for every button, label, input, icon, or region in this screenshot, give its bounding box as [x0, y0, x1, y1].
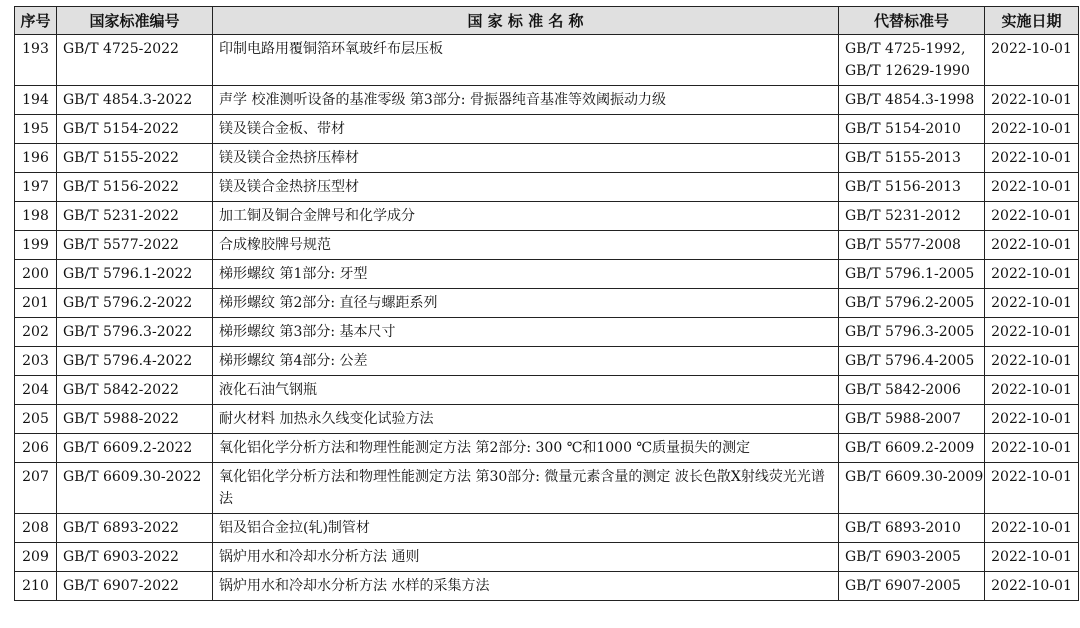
table-row — [15, 572, 1079, 601]
serial-no-cell: 204 — [15, 376, 57, 405]
table-row — [15, 115, 1079, 144]
effective-date-cell: 2022-10-01 — [985, 202, 1079, 231]
effective-date-cell: 2022-10-01 — [985, 144, 1079, 173]
serial-no-cell: 193 — [15, 35, 57, 86]
standard-code-cell: GB/T 6893-2022 — [57, 514, 213, 543]
replaced-standard-code: GB/T 6893-2010 — [845, 520, 961, 536]
standard-code-cell: GB/T 6907-2022 — [57, 572, 213, 601]
replaced-standard-code: GB/T 6609.2-2009 — [845, 440, 975, 456]
table-row — [15, 231, 1079, 260]
replaced-standard-code: GB/T 5156-2013 — [845, 179, 961, 195]
table-row — [15, 318, 1079, 347]
table-row — [15, 86, 1079, 115]
replaced-standard-code: GB/T 6609.30-2009 — [845, 469, 984, 485]
standard-code-cell: GB/T 4854.3-2022 — [57, 86, 213, 115]
standards-document — [14, 6, 1078, 601]
effective-date-cell: 2022-10-01 — [985, 86, 1079, 115]
serial-no-cell: 205 — [15, 405, 57, 434]
replaced-standard-cell — [839, 434, 985, 463]
effective-date-cell: 2022-10-01 — [985, 463, 1079, 514]
standard-code-cell: GB/T 5796.2-2022 — [57, 289, 213, 318]
standard-name-cell: 氧化铝化学分析方法和物理性能测定方法 第2部分: 300 ℃和1000 ℃质量损失的测定 — [213, 434, 839, 463]
replaced-standard-cell — [839, 289, 985, 318]
standard-code-cell: GB/T 6903-2022 — [57, 543, 213, 572]
replaced-standard-code: GB/T 6903-2005 — [845, 549, 961, 565]
replaced-standard-code: GB/T 5155-2013 — [845, 150, 961, 166]
standard-code-cell: GB/T 5842-2022 — [57, 376, 213, 405]
standard-name-cell: 梯形螺纹 第1部分: 牙型 — [213, 260, 839, 289]
standard-name-cell: 锅炉用水和冷却水分析方法 水样的采集方法 — [213, 572, 839, 601]
replaced-standard-code: GB/T 4725-1992, — [845, 41, 966, 57]
standard-name-cell: 铝及铝合金拉(轧)制管材 — [213, 514, 839, 543]
standard-code-cell: GB/T 5155-2022 — [57, 144, 213, 173]
replaced-standard-code: GB/T 5796.3-2005 — [845, 324, 975, 340]
standard-code-cell: GB/T 5577-2022 — [57, 231, 213, 260]
standard-code-cell: GB/T 5156-2022 — [57, 173, 213, 202]
header-standard-name: 国 家 标 准 名 称 — [213, 7, 839, 35]
header-serial-no: 序号 — [15, 7, 57, 35]
effective-date-cell: 2022-10-01 — [985, 35, 1079, 86]
replaced-standard-cell — [839, 173, 985, 202]
serial-no-cell: 200 — [15, 260, 57, 289]
table-row — [15, 543, 1079, 572]
effective-date-cell: 2022-10-01 — [985, 434, 1079, 463]
serial-no-cell: 202 — [15, 318, 57, 347]
table-row — [15, 434, 1079, 463]
standard-name-cell: 镁及镁合金板、带材 — [213, 115, 839, 144]
replaced-standard-cell — [839, 543, 985, 572]
effective-date-cell: 2022-10-01 — [985, 318, 1079, 347]
serial-no-cell: 194 — [15, 86, 57, 115]
table-row — [15, 514, 1079, 543]
effective-date-cell: 2022-10-01 — [985, 405, 1079, 434]
standard-name-cell: 印制电路用覆铜箔环氧玻纤布层压板 — [213, 35, 839, 86]
replaced-standard-cell — [839, 318, 985, 347]
replaced-standard-code: GB/T 5842-2006 — [845, 382, 961, 398]
serial-no-cell: 199 — [15, 231, 57, 260]
effective-date-cell: 2022-10-01 — [985, 514, 1079, 543]
table-row — [15, 463, 1079, 514]
effective-date-cell: 2022-10-01 — [985, 572, 1079, 601]
replaced-standard-cell — [839, 463, 985, 514]
table-row — [15, 144, 1079, 173]
serial-no-cell: 203 — [15, 347, 57, 376]
header-standard-code: 国家标准编号 — [57, 7, 213, 35]
serial-no-cell: 210 — [15, 572, 57, 601]
replaced-standard-cell — [839, 144, 985, 173]
serial-no-cell: 208 — [15, 514, 57, 543]
replaced-standard-cell — [839, 115, 985, 144]
standard-code-cell: GB/T 5796.3-2022 — [57, 318, 213, 347]
replaced-standard-cell — [839, 202, 985, 231]
table-row — [15, 405, 1079, 434]
replaced-standard-cell — [839, 86, 985, 115]
replaced-standard-code: GB/T 5796.1-2005 — [845, 266, 975, 282]
standard-name-cell: 锅炉用水和冷却水分析方法 通则 — [213, 543, 839, 572]
standard-code-cell: GB/T 5154-2022 — [57, 115, 213, 144]
standard-name-cell: 镁及镁合金热挤压型材 — [213, 173, 839, 202]
standard-name-cell: 液化石油气钢瓶 — [213, 376, 839, 405]
standard-name-cell: 合成橡胶牌号规范 — [213, 231, 839, 260]
replaced-standard-cell — [839, 376, 985, 405]
effective-date-cell: 2022-10-01 — [985, 173, 1079, 202]
serial-no-cell: 197 — [15, 173, 57, 202]
replaced-standard-code: GB/T 5154-2010 — [845, 121, 961, 137]
table-row — [15, 347, 1079, 376]
effective-date-cell: 2022-10-01 — [985, 115, 1079, 144]
standards-table — [14, 6, 1079, 601]
table-row — [15, 173, 1079, 202]
effective-date-cell: 2022-10-01 — [985, 347, 1079, 376]
standard-name-cell: 加工铜及铜合金牌号和化学成分 — [213, 202, 839, 231]
replaced-standard-cell — [839, 514, 985, 543]
replaced-standard-code: GB/T 5577-2008 — [845, 237, 961, 253]
serial-no-cell: 207 — [15, 463, 57, 514]
standard-code-cell: GB/T 6609.30-2022 — [57, 463, 213, 514]
standard-code-cell: GB/T 5231-2022 — [57, 202, 213, 231]
standard-code-cell: GB/T 5796.1-2022 — [57, 260, 213, 289]
replaced-standard-cell — [839, 35, 985, 86]
effective-date-cell: 2022-10-01 — [985, 543, 1079, 572]
effective-date-cell: 2022-10-01 — [985, 260, 1079, 289]
table-header-row — [15, 7, 1079, 35]
standard-name-cell: 镁及镁合金热挤压棒材 — [213, 144, 839, 173]
replaced-standard-code: GB/T 5796.4-2005 — [845, 353, 975, 369]
effective-date-cell: 2022-10-01 — [985, 231, 1079, 260]
standard-name-cell: 梯形螺纹 第3部分: 基本尺寸 — [213, 318, 839, 347]
table-row — [15, 35, 1079, 86]
table-row — [15, 289, 1079, 318]
table-row — [15, 202, 1079, 231]
replaced-standard-code: GB/T 6907-2005 — [845, 578, 961, 594]
serial-no-cell: 209 — [15, 543, 57, 572]
standard-code-cell: GB/T 4725-2022 — [57, 35, 213, 86]
standard-code-cell: GB/T 5796.4-2022 — [57, 347, 213, 376]
serial-no-cell: 196 — [15, 144, 57, 173]
serial-no-cell: 206 — [15, 434, 57, 463]
table-row — [15, 376, 1079, 405]
replaced-standard-cell — [839, 347, 985, 376]
replaced-standard-code: GB/T 5796.2-2005 — [845, 295, 975, 311]
replaced-standard-cell — [839, 405, 985, 434]
table-body — [15, 35, 1079, 601]
replaced-standard-code: GB/T 4854.3-1998 — [845, 92, 975, 108]
table-row — [15, 260, 1079, 289]
replaced-standard-code: GB/T 5231-2012 — [845, 208, 961, 224]
replaced-standard-cell — [839, 231, 985, 260]
effective-date-cell: 2022-10-01 — [985, 289, 1079, 318]
header-effective-date: 实施日期 — [985, 7, 1079, 35]
serial-no-cell: 198 — [15, 202, 57, 231]
standard-name-cell: 梯形螺纹 第4部分: 公差 — [213, 347, 839, 376]
standard-name-cell: 氧化铝化学分析方法和物理性能测定方法 第30部分: 微量元素含量的测定 波长色散X射线荧光光谱法 — [213, 463, 839, 514]
standard-name-cell: 梯形螺纹 第2部分: 直径与螺距系列 — [213, 289, 839, 318]
replaced-standard-code: GB/T 5988-2007 — [845, 411, 961, 427]
replaced-standard-code: GB/T 12629-1990 — [845, 63, 970, 79]
standard-code-cell: GB/T 6609.2-2022 — [57, 434, 213, 463]
effective-date-cell: 2022-10-01 — [985, 376, 1079, 405]
replaced-standard-cell — [839, 260, 985, 289]
header-replaced-standard: 代替标准号 — [839, 7, 985, 35]
replaced-standard-cell — [839, 572, 985, 601]
serial-no-cell: 201 — [15, 289, 57, 318]
standard-name-cell: 耐火材料 加热永久线变化试验方法 — [213, 405, 839, 434]
serial-no-cell: 195 — [15, 115, 57, 144]
standard-code-cell: GB/T 5988-2022 — [57, 405, 213, 434]
standard-name-cell: 声学 校准测听设备的基准零级 第3部分: 骨振器纯音基准等效阈振动力级 — [213, 86, 839, 115]
